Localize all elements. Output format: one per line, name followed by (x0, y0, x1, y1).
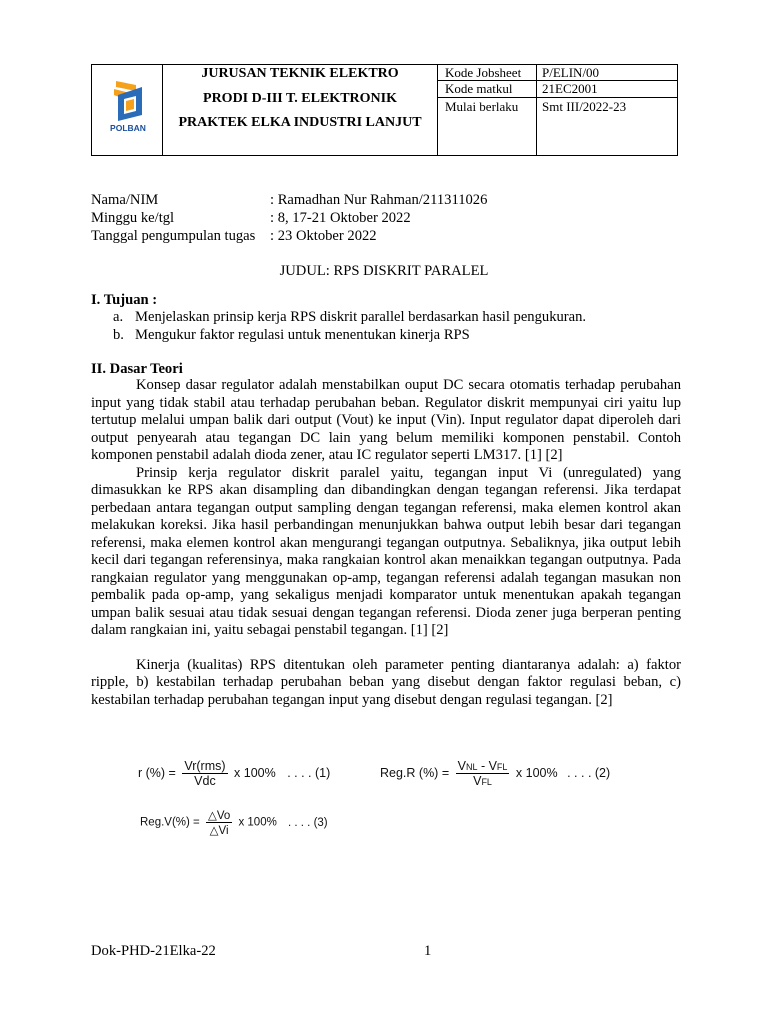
polban-logo (106, 77, 150, 135)
header-divider (536, 65, 537, 155)
formula-subscript: FL (496, 762, 508, 772)
formula-lhs: r (%) = (138, 765, 176, 780)
meta-label-berlaku: Mulai berlaku (445, 99, 519, 114)
formula-numerator: △Vo (207, 810, 231, 822)
formula-denominator (456, 774, 510, 788)
formula-symbol: V (473, 774, 482, 788)
list-marker: b. (113, 327, 124, 343)
paragraph: Konsep dasar regulator adalah menstabilkan ouput DC secara otomatis terhadap perubahan input yang tidak stabil atau terhadap perubahan beban. Regulator diskrit mempunyai ciri yaitu lup tertutup melalui umpan balik dari output (Vout) ke input (Vin). Input regulator dapat diperoleh dari output penyearah atau tegangan DC lain yang belum memiliki komponen penstabil. Contoh komponen penstabil adalah dioda zener, atau IC regulator seperti LM317. [1] [2] (91, 377, 681, 463)
info-label: Tanggal pengumpulan tugas (91, 228, 256, 244)
info-label: Minggu ke/tgl (91, 210, 175, 226)
meta-value-jobsheet: P/ELIN/00 (542, 65, 600, 80)
formula-ripple (138, 759, 330, 788)
meta-value-matkul: 21EC2001 (542, 81, 598, 96)
formula-subscript: FL (481, 777, 492, 787)
list-item (113, 309, 586, 326)
paragraph: Prinsip kerja regulator diskrit paralel yaitu, tegangan input Vi (unregulated) yang dimasukkan ke RPS akan disampling dan dibandingkan dengan tegangan referensi. Jika terdapat perbedaan antara tegangan output sampling dengan tegangan referensi, maka elemen kontrol akan melakukan koreksi. Jika hasil perbandingan menunjukkan bahwa output lebih besar dari tegangan referensi, maka elemen kontrol akan mengurangi tegangan outputnya. Sebaliknya, jika output lebih kecil dari tegangan referensinya, maka rangkaian kontrol akan menaikkan tegangan outputnya. Pada rangkaian regulator yang menggunakan op-amp, tegangan referensi adalah tegangan masukan non pembalik pada op-amp, yang sekaligus menjadi komparator untuk menentukan apakah tegangan umpan balik sesuai atau tidak sesuai dengan tegangan referensi. Dioda zener juga berperan penting dalam rangkaian ini, yaitu sebagai penstabil tegangan. [1] [2] (91, 464, 681, 638)
paragraph: Kinerja (kualitas) RPS ditentukan oleh parameter penting diantaranya adalah: a) faktor ripple, b) kestabilan terhadap perubahan beban yang disebut dengan faktor regulasi beban, c) kestabilan terhadap perubahan tegangan input yang disebut dengan regulasi tegangan. [2] (91, 656, 681, 708)
list-item (113, 327, 470, 344)
list-marker: a. (113, 309, 124, 325)
info-value: : 8, 17-21 Oktober 2022 (270, 210, 411, 226)
section-heading-teori: II. Dasar Teori (91, 361, 183, 377)
header-table (91, 64, 678, 156)
info-label: Nama/NIM (91, 192, 159, 208)
header-title-course: PRAKTEK ELKA INDUSTRI LANJUT (178, 115, 422, 130)
document-title: JUDUL: RPS DISKRIT PARALEL (279, 263, 489, 279)
formula-voltage-regulation (140, 808, 328, 837)
meta-label-jobsheet: Kode Jobsheet (445, 65, 522, 80)
header-divider (437, 65, 438, 155)
theory-body (91, 377, 681, 709)
formula-ref: . . . . (1) (287, 765, 331, 780)
meta-label-matkul: Kode matkul (445, 81, 513, 96)
formula-fraction (182, 759, 227, 788)
section-heading-tujuan: I. Tujuan : (91, 292, 158, 308)
info-row-minggu (91, 210, 411, 227)
meta-value-berlaku: Smt III/2022-23 (542, 99, 627, 114)
info-value: : 23 Oktober 2022 (270, 228, 377, 244)
list-text: Menjelaskan prinsip kerja RPS diskrit parallel berdasarkan hasil pengukuran. (135, 309, 587, 325)
header-title-department: JURUSAN TEKNIK ELEKTRO (201, 66, 399, 81)
formula-denominator: Vdc (194, 774, 216, 788)
header-title-program: PRODI D-III T. ELEKTRONIK (203, 91, 397, 106)
formula-load-regulation (380, 759, 610, 788)
header-divider (162, 65, 163, 155)
formula-lhs: Reg.V(%) = (140, 816, 200, 829)
info-row-tanggal (91, 228, 377, 245)
footer-page-number: 1 (424, 943, 432, 959)
formula-lhs: Reg.R (%) = (380, 765, 450, 780)
list-text: Mengukur faktor regulasi untuk menentukan kinerja RPS (135, 327, 470, 343)
formula-symbol: - V (477, 759, 497, 773)
footer-doc-code: Dok-PHD-21Elka-22 (91, 943, 216, 959)
formula-fraction (206, 808, 232, 837)
info-row-nama (91, 192, 487, 209)
header-row-line (437, 97, 677, 98)
formula-fraction (456, 759, 510, 788)
formula-rhs: x 100% (234, 765, 276, 780)
logo-text: POLBAN (110, 123, 146, 133)
formula-ref: . . . . (2) (567, 765, 611, 780)
formula-rhs: x 100% (515, 765, 558, 780)
formula-denominator: △Vi (209, 825, 229, 837)
formula-ref: . . . . (3) (288, 816, 328, 829)
formula-numerator: Vr(rms) (184, 759, 226, 773)
formula-subscript: NL (465, 762, 478, 772)
formula-rhs: x 100% (238, 816, 277, 829)
formula-symbol: V (457, 759, 466, 773)
formula-numerator (456, 759, 510, 774)
info-value: : Ramadhan Nur Rahman/211311026 (270, 192, 488, 208)
